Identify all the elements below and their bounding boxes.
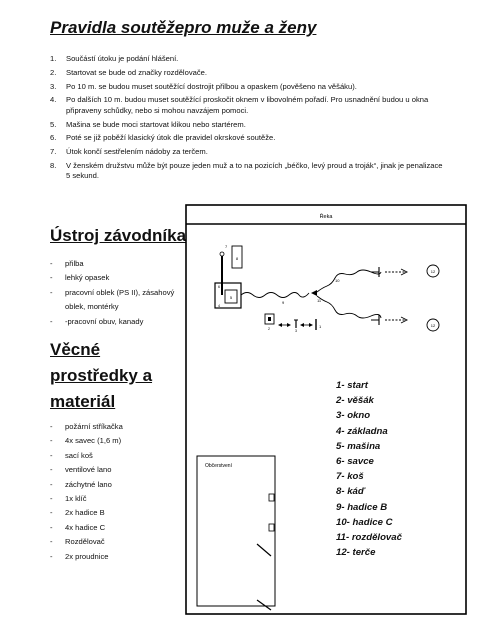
rule-item bbox=[50, 68, 445, 78]
gate-icon bbox=[257, 544, 271, 556]
list-item: - 2x hadice B bbox=[50, 508, 105, 518]
list-item-text: přilba bbox=[65, 259, 84, 268]
rule-item bbox=[50, 82, 445, 92]
list-item-text: 2x hadice B bbox=[65, 508, 105, 518]
list-item: - záchytné lano bbox=[50, 479, 112, 489]
rule-text: Po 10 m. se budou muset soutěžící dostrojit přilbou a opaskem (pověšeno na věšáku). bbox=[66, 81, 357, 91]
legend-item: 8- káď bbox=[336, 486, 365, 498]
legend-item: 5- mašina bbox=[336, 440, 381, 452]
diagram-frame bbox=[186, 205, 466, 614]
list-item-text: Rozdělovač bbox=[65, 537, 105, 547]
rule-number: 2. bbox=[50, 67, 57, 77]
marker-9: 9 bbox=[282, 300, 285, 305]
list-item: - ventilové lano bbox=[50, 465, 112, 475]
distributor-icon bbox=[311, 290, 317, 296]
legend-item: 9- hadice B bbox=[336, 501, 388, 513]
rule-item bbox=[50, 147, 445, 157]
hose-c-upper bbox=[317, 270, 381, 292]
marker-6: 6 bbox=[218, 285, 220, 289]
hose-b bbox=[241, 293, 309, 298]
nozzle-lower-icon bbox=[371, 315, 379, 325]
ustroj-list bbox=[50, 257, 183, 329]
list-item: - 2x proudnice bbox=[50, 551, 109, 561]
rule-item bbox=[50, 161, 445, 182]
rules-list bbox=[50, 54, 445, 185]
list-item-text: 4x hadice C bbox=[65, 522, 106, 532]
legend-item: 12- terče bbox=[336, 547, 376, 559]
marker-8: 8 bbox=[235, 256, 239, 261]
rule-number: 3. bbox=[50, 81, 57, 91]
door-icon bbox=[269, 494, 274, 501]
vecne-heading-line2: prostředky a bbox=[50, 366, 153, 385]
marker-5: 5 bbox=[229, 295, 233, 300]
list-item: - 4x savec (1,6 m) bbox=[50, 436, 122, 446]
hose-c-lower bbox=[317, 296, 381, 318]
list-item: - přilba bbox=[50, 259, 84, 268]
suction-basket-icon bbox=[220, 252, 224, 256]
legend-item: 2- věšák bbox=[336, 395, 374, 407]
rule-text: Mašina se bude moci startovat klikou nebo startérem. bbox=[66, 119, 246, 129]
list-item-text: pracovní oblek (PS II), zásahový oblek, montérky bbox=[65, 287, 175, 312]
list-item: - sací koš bbox=[50, 450, 93, 460]
rule-item bbox=[50, 95, 445, 116]
list-item-text: 2x proudnice bbox=[65, 551, 109, 561]
page-title: Pravidla soutěžepro muže a ženy bbox=[50, 18, 317, 37]
legend-item: 10- hadice C bbox=[336, 516, 393, 528]
marker-3: 3 bbox=[295, 329, 297, 333]
marker-7: 7 bbox=[225, 244, 228, 249]
list-item-text: 1x klíč bbox=[65, 494, 87, 504]
rule-text: Útok končí sestřelením nádoby za terčem. bbox=[66, 147, 208, 157]
field-diagram bbox=[185, 204, 467, 615]
list-item-text: požární stříkačka bbox=[65, 422, 123, 431]
list-item: - Rozdělovač bbox=[50, 537, 105, 547]
vecne-heading-line3: materiál bbox=[50, 392, 116, 411]
list-item: - lehký opasek bbox=[50, 273, 110, 283]
rule-text: Poté se již poběží klasický útok dle pravidel okrskové soutěže. bbox=[66, 133, 276, 143]
list-item-text: -pracovní obuv, kanady bbox=[65, 316, 144, 326]
gate-icon bbox=[257, 600, 271, 610]
list-item-text: 4x savec (1,6 m) bbox=[65, 436, 122, 446]
rule-number: 6. bbox=[50, 133, 57, 143]
legend-item: 11- rozdělovač bbox=[336, 532, 402, 544]
rule-number: 7. bbox=[50, 147, 57, 157]
marker-12-upper: 12 bbox=[430, 269, 436, 274]
legend-item: 7- koš bbox=[336, 471, 364, 483]
marker-2: 2 bbox=[268, 327, 270, 331]
river-label: Řeka bbox=[319, 214, 333, 220]
rule-number: 1. bbox=[50, 54, 57, 63]
list-item-text: záchytné lano bbox=[65, 479, 112, 489]
list-item: - 1x klíč bbox=[50, 494, 87, 504]
marker-12-lower: 12 bbox=[430, 323, 436, 328]
rule-item bbox=[50, 133, 445, 143]
refreshment-building bbox=[197, 456, 275, 606]
nozzle-upper-icon bbox=[371, 267, 379, 277]
list-item-text: lehký opasek bbox=[65, 273, 110, 283]
refreshment-label: Občerstvení bbox=[205, 463, 232, 469]
legend-item: 3- okno bbox=[336, 410, 371, 422]
diagram-legend bbox=[336, 378, 402, 560]
vecne-heading-line1: Věcné bbox=[50, 340, 101, 359]
rule-number: 8. bbox=[50, 160, 57, 170]
legend-item: 4- základna bbox=[336, 425, 388, 437]
ustroj-heading: Ústroj závodníka bbox=[50, 226, 187, 245]
door-icon bbox=[269, 524, 274, 531]
rule-text: Součástí útoku je podání hlášení. bbox=[66, 54, 179, 63]
list-item: - -pracovní obuv, kanady bbox=[50, 316, 144, 326]
marker-10: 10 bbox=[335, 278, 340, 283]
list-item-text: ventilové lano bbox=[65, 465, 112, 475]
rule-item bbox=[50, 54, 445, 64]
list-item-text: sací koš bbox=[65, 450, 93, 460]
marker-1: 1 bbox=[319, 324, 322, 329]
list-item: - požární stříkačka bbox=[50, 422, 123, 431]
marker-11: 11 bbox=[317, 298, 322, 303]
legend-item: 1- start bbox=[336, 380, 368, 391]
rule-item bbox=[50, 120, 445, 130]
legend-item: 6- savce bbox=[336, 456, 374, 468]
list-item: - pracovní oblek (PS II), zásahový oblek, montérky bbox=[50, 287, 175, 312]
vecne-list bbox=[50, 420, 123, 564]
rule-number: 5. bbox=[50, 119, 57, 129]
rule-number: 4. bbox=[50, 95, 57, 105]
list-item: - 4x hadice C bbox=[50, 522, 106, 532]
hanger-detail bbox=[268, 317, 271, 321]
marker-4: 4 bbox=[218, 304, 220, 308]
rule-text: Startovat se bude od značky rozdělovače. bbox=[66, 67, 207, 77]
rule-text: Po dalších 10 m. budou muset soutěžící proskočit oknem v libovolném pořadí. Pro usnadnění budou u okna připraveny schůdky, nebo si mohou navzájem pomoci. bbox=[66, 95, 429, 115]
rule-text: V ženském družstvu může být pouze jeden muž a to na pozicích „béčko, levý proud a troják“, jinak je penalizace 5 sekund. bbox=[66, 160, 443, 181]
